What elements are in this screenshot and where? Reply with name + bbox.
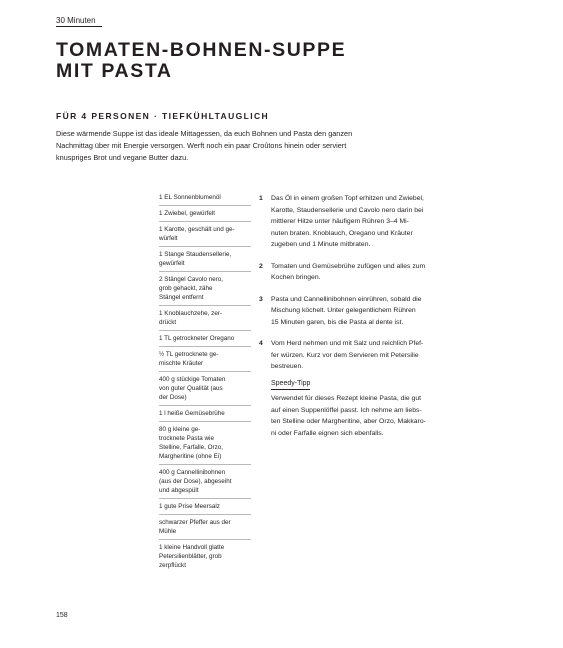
step-number: 3 xyxy=(259,295,263,303)
ingredient-item: 1 EL Sonnenblumenöl xyxy=(159,193,251,206)
step-number: 1 xyxy=(259,195,263,202)
tip-text: Verwendet für dieses Rezept kleine Pasta, die gut auf einen Suppenlöffel passt. Ich nehme am liebs- ten Stelline oder Margheritine, aber Orzo, Makkaro- ni oder Farfalle eignen sich ebenfalls. xyxy=(271,395,426,437)
recipe-servings: FÜR 4 PERSONEN · TIEFKÜHLTAUGLICH xyxy=(56,111,270,121)
recipe-intro: Diese wärmende Suppe ist das ideale Mittagessen, da euch Bohnen und Pasta den ganzen Nachmittag über mit Energie versorgen. Werft noch ein paar Croûtons hinein oder serviert knuspriges Brot und vegane Butter dazu. xyxy=(56,129,353,162)
method-step xyxy=(259,193,459,251)
method-step xyxy=(259,338,459,373)
ingredient-item: ½ TL getrocknete ge- mischte Kräuter xyxy=(159,350,251,372)
step-text: Pasta und Cannellinibohnen einrühren, sobald die Mischung köchelt. Unter gelegentlichem Rühren 15 Minuten garen, bis die Pasta al dente ist. xyxy=(271,295,422,326)
ingredient-item: 1 Stange Staudensellerie, gewürfelt xyxy=(159,250,251,272)
tip-box xyxy=(271,372,461,439)
ingredient-list xyxy=(159,193,251,576)
ingredient-item: 1 gute Prise Meersalz xyxy=(159,502,251,515)
step-number: 4 xyxy=(259,340,263,347)
ingredient-item: 400 g stückige Tomaten von guter Qualität (aus der Dose) xyxy=(159,375,251,406)
step-number: 2 xyxy=(259,262,263,270)
ingredient-item: 1 kleine Handvoll glatte Petersilienblätter, grob zerpflückt xyxy=(159,544,225,570)
method-step xyxy=(259,294,459,329)
method-steps xyxy=(259,193,459,383)
step-text: Das Öl in einem großen Topf erhitzen und Zwiebel, Karotte, Staudensellerie und Cavolo nero darin bei mittlerer Hitze unter häufigem Rühren 3–4 Mi- nuten braten. Knoblauch, Oregano und Kräuter zugeben und 1 Minute mitbraten. xyxy=(271,195,424,248)
ingredient-item: schwarzer Pfeffer aus der Mühle xyxy=(159,518,251,540)
ingredient-item: 1 TL getrockneter Oregano xyxy=(159,334,251,347)
page-number: 158 xyxy=(56,612,68,619)
category-tag: 30 Minuten xyxy=(56,16,102,27)
ingredient-item: 1 Knoblauchzehe, zer- drückt xyxy=(159,309,251,331)
recipe-title: TOMATEN-BOHNEN-SUPPE MIT PASTA xyxy=(56,39,347,82)
ingredient-item: 1 Karotte, geschält und ge- würfelt xyxy=(159,225,251,247)
step-text: Vom Herd nehmen und mit Salz und reichlich Pfef- fer würzen. Kurz vor dem Servieren mit Petersilie bestreuen. xyxy=(271,340,424,370)
ingredient-item: 1 Zwiebel, gewürfelt xyxy=(159,209,251,222)
ingredient-item: 400 g Cannellinibohnen (aus der Dose), abgeseiht und abgespült xyxy=(159,468,251,499)
method-step xyxy=(259,261,459,284)
ingredient-item: 1 l heiße Gemüsebrühe xyxy=(159,409,251,422)
ingredient-item: 80 g kleine ge- trocknete Pasta wie Stelline, Farfalle, Orzo, Margheritine (ohne Ei) xyxy=(159,425,251,466)
ingredient-item: 2 Stängel Cavolo nero, grob gehackt, zähe Stängel entfernt xyxy=(159,275,251,306)
tip-title: Speedy-Tipp xyxy=(271,378,310,390)
step-text: Tomaten und Gemüsebrühe zufügen und alles zum Kochen bringen. xyxy=(271,262,426,281)
